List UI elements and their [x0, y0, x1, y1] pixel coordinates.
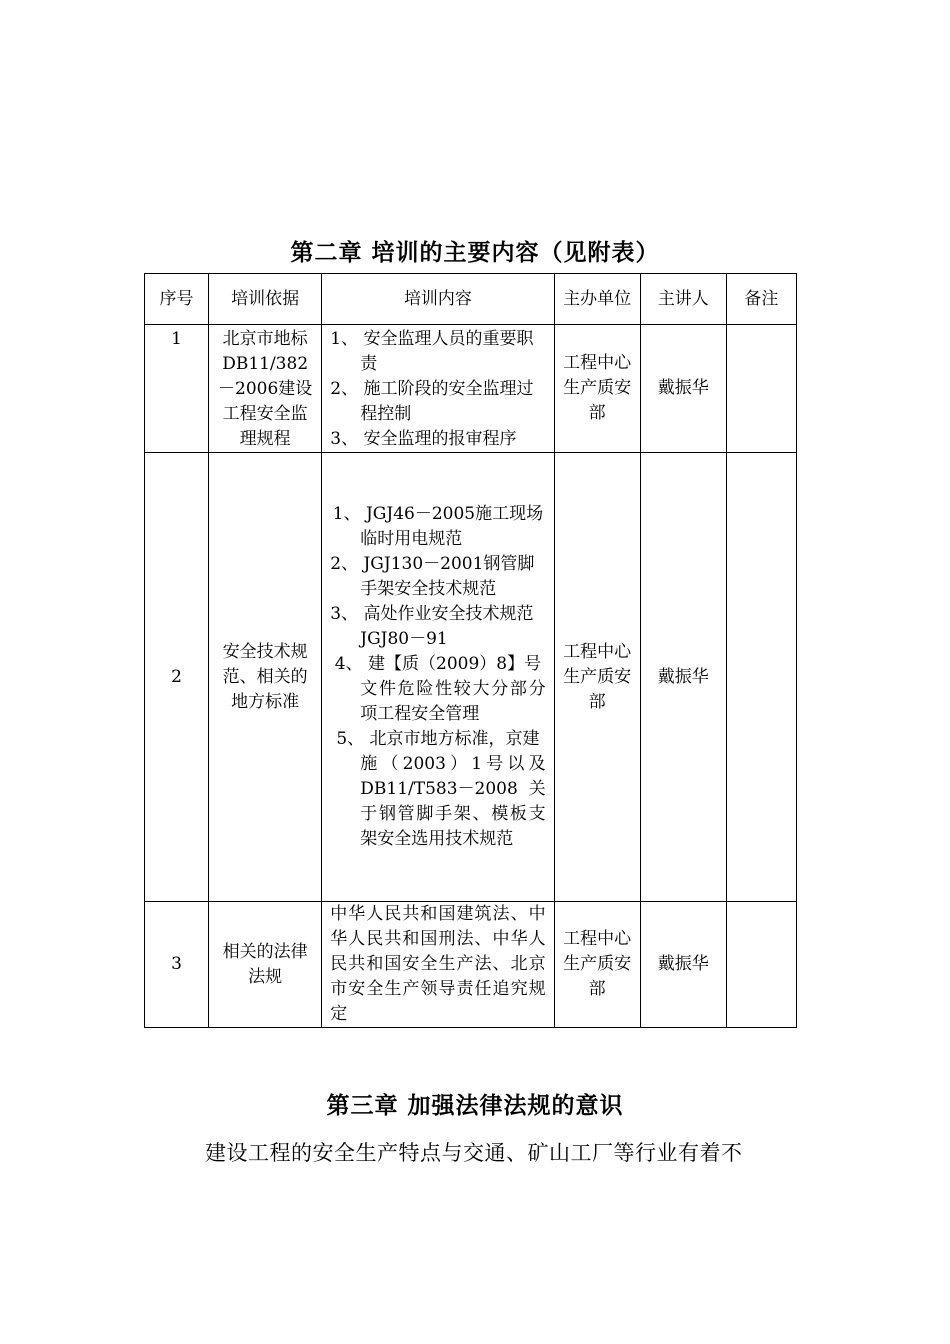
content-item: 5、 北京市地方标准，京建	[336, 729, 540, 749]
row-org	[554, 453, 640, 902]
row-basis-text: 北京市地标DB11/382－2006建设工程安全监理规程	[218, 329, 313, 449]
header-speaker: 主讲人	[640, 274, 726, 325]
table-row	[145, 325, 797, 453]
chapter-2-title: 第二章 培训的主要内容（见附表）	[290, 240, 660, 266]
table-row	[145, 453, 797, 902]
row-speaker: 戴振华	[640, 902, 726, 1028]
row-no: 2	[145, 453, 209, 902]
chapter-3-title: 第三章 加强法律法规的意识	[326, 1093, 624, 1119]
row-org	[554, 902, 640, 1028]
row-basis-text: 相关的法律法规	[222, 941, 308, 987]
content-item: 文件危险性较大分部分项工程安全管理	[360, 679, 546, 724]
row-org-text: 工程中心生产质安部	[563, 641, 632, 712]
row-note	[726, 325, 796, 453]
table-row	[145, 902, 797, 1028]
content-item: 3、 安全监理的报审程序	[330, 429, 517, 449]
content-item: 中华人民共和国建筑法、中华人民共和国刑法、中华人民共和国安全生产法、北京市安全生产领导责任追究规定	[330, 904, 546, 1024]
header-no: 序号	[145, 274, 209, 325]
table-header-row	[145, 274, 797, 325]
header-org-label: 主办单位	[563, 288, 632, 309]
header-note: 备注	[726, 274, 796, 325]
content-item: 1、 JGJ46－2005施工现场	[332, 504, 544, 524]
row-note	[726, 902, 796, 1028]
content-item: 2、 JGJ130－2001钢管脚手架安全技术规范	[330, 554, 535, 599]
header-basis: 培训依据	[209, 274, 322, 325]
content-item: 1、 安全监理人员的重要职责	[330, 329, 534, 374]
row-org-text: 工程中心生产质安部	[563, 353, 632, 423]
row-org-text: 工程中心生产质安部	[563, 929, 632, 999]
row-content	[322, 453, 554, 902]
content-item: 临时用电规范	[360, 529, 463, 549]
row-speaker: 戴振华	[640, 453, 726, 902]
header-content: 培训内容	[322, 274, 554, 325]
header-org	[554, 274, 640, 325]
row-basis	[209, 325, 322, 453]
row-org	[554, 325, 640, 453]
content-item: 施（2003）1号以及DB11/T583－2008关于钢管脚手架、模板支架安全选用技术规范	[360, 754, 546, 849]
training-content-table	[144, 273, 797, 1028]
content-item: 2、 施工阶段的安全监理过程控制	[330, 379, 534, 424]
row-basis	[209, 453, 322, 902]
row-note	[726, 453, 796, 902]
row-no: 1	[145, 325, 209, 453]
row-content	[322, 325, 554, 453]
row-basis-text: 安全技术规范、相关的地方标准	[222, 641, 308, 712]
chapter-3-paragraph: 建设工程的安全生产特点与交通、矿山工厂等行业有着不	[205, 1141, 743, 1165]
row-basis	[209, 902, 322, 1028]
row-content	[322, 902, 554, 1028]
row-speaker: 戴振华	[640, 325, 726, 453]
content-item: 4、 建【质（2009）8】号	[334, 654, 542, 674]
content-item: 3、 高处作业安全技术规范JGJ80－91	[330, 604, 534, 649]
row-no: 3	[145, 902, 209, 1028]
